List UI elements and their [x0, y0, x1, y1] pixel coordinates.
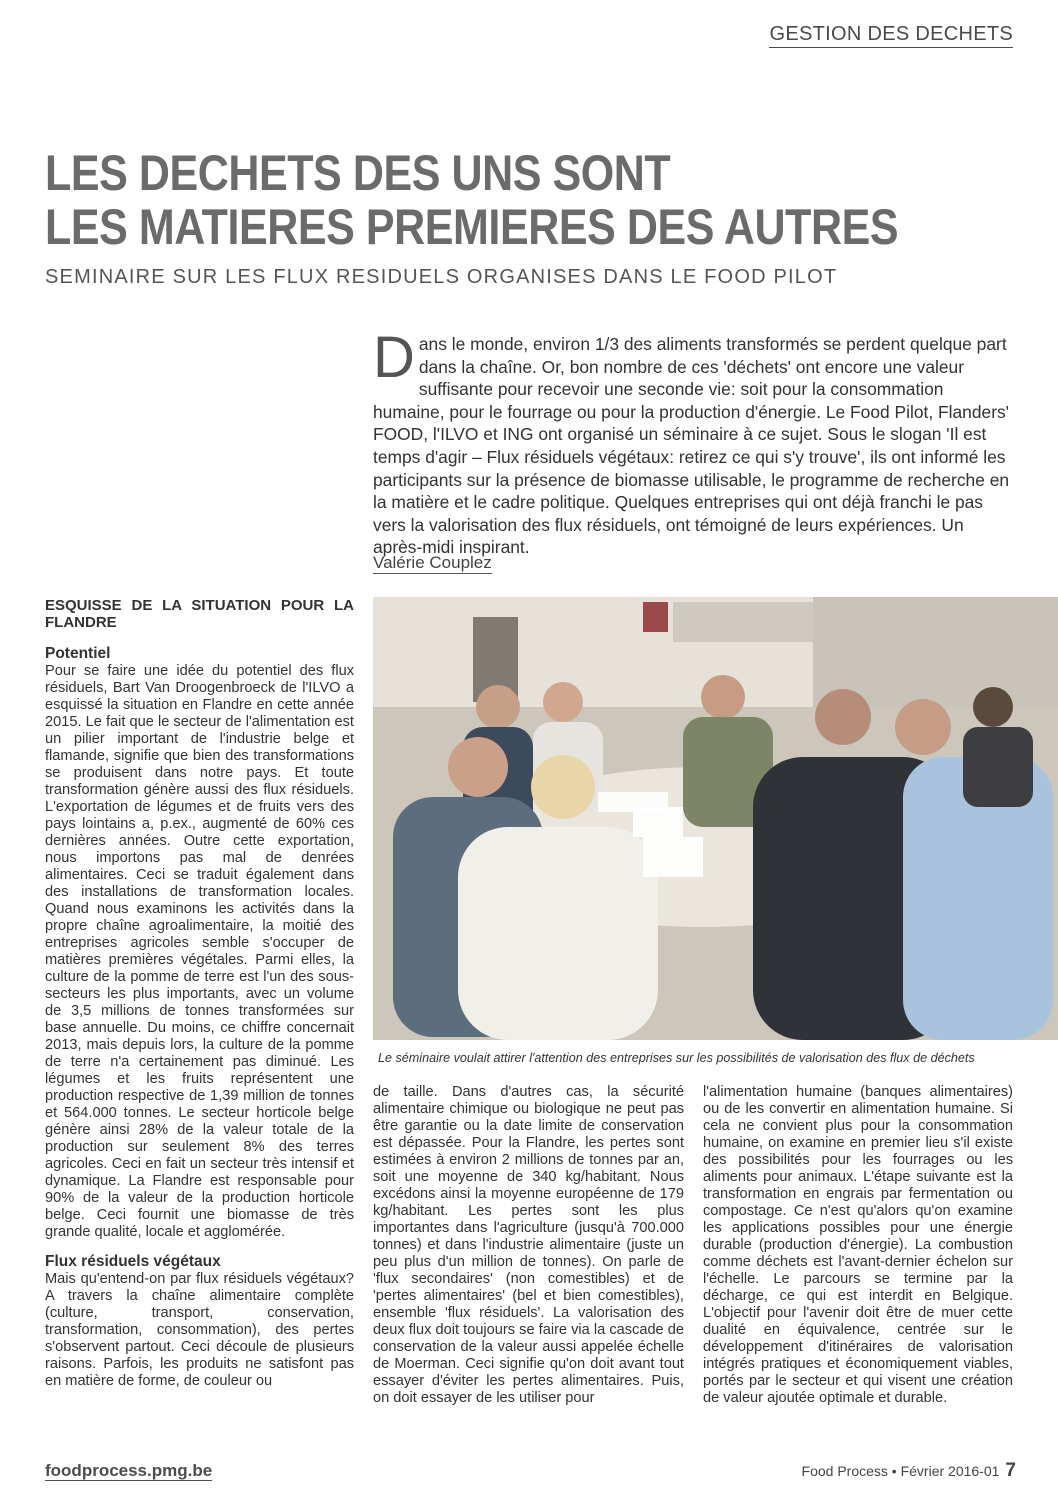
seminar-photo [373, 597, 1058, 1040]
paragraph-flux: Mais qu'entend-on par flux résiduels végétaux? A travers la chaîne alimentaire complète (culture, transport, conservation, transformation, consommation), des pertes s'observent partout. Ceci découle de plusieurs raisons. Parfois, les produits ne satisfont pas en matière de forme, de couleur ou [45, 1271, 354, 1389]
paragraph-potentiel: Pour se faire une idée du potentiel des flux résiduels, Bart Van Droogenbroeck de l'ILVO a esquissé la situation en Flandre en cette année 2015. Le fait que le secteur de l'alimentation est un pilier important de l'industrie belge et flamande, signifie que bien des transformations se produisent dans notre pays. Et toute transformation génère aussi des flux résiduels. L'exportation de légumes et de fruits vers des pays lointains a, p.ex., augmenté de 60% ces dernières années. Outre cette exportation, nous importons pas mal de denrées alimentaires. Ceci se traduit également dans des installations de transformation locales. Quand nous examinons les activités dans la propre chaîne agroalimentaire, la moitié des entreprises agricoles semble s'occuper de matières premières végétales. Parmi elles, la culture de la pomme de terre est l'un des sous-secteurs les plus importants, avec un volume de 3,5 millions de tonnes transformées sur base annuelle. Du moins, ce chiffre concernait 2013, mais depuis lors, la culture de la pomme de terre n'a certainement pas diminué. Les légumes et les fruits représentent une production respective de 1,39 million de tonnes et 564.000 tonnes. Le secteur horticole belge génère ainsi 28% de la valeur totale de la production sur seulement 8% des terres agricoles. Ceci en fait un secteur très intensif et dynamique. La Flandre est responsable pour 90% de la valeur de la production horticole belge. Ceci fournit une biomasse de très grande qualité, locale et agglomérée. [45, 663, 354, 1240]
page-number: 7 [1005, 1460, 1016, 1481]
intro-paragraph [373, 325, 1013, 559]
author-byline: Valérie Couplez [373, 553, 492, 572]
paragraph-col3: l'alimentation humaine (banques alimentaires) ou de les convertir en alimentation humaine. Si cela ne convient plus pour la consommation humaine, on examine en premier lieu s'il existe des possibilités pour les fourrages ou les aliments pour animaux. L'étape suivante est la transformation en engrais par fermentation ou compostage. Ce n'est qu'alors qu'on examine les applications possibles pour une énergie durable (production d'énergie). La combustion comme déchets est l'avant-dernier échelon sur l'échelle. Le parcours se termine par la décharge, ce qui est interdit en Belgique. L'objectif pour l'avenir doit être de muer cette dualité en équivalence, centrée sur le développement d'itinéraires de valorisation intégrés pratiques et économiquement viables, portés par le secteur et qui visent une création de valeur ajoutée optimale et durable. [703, 1084, 1013, 1406]
subtitle: SEMINAIRE SUR LES FLUX RESIDUELS ORGANISES DANS LE FOOD PILOT [45, 266, 838, 288]
paragraph-col2: de taille. Dans d'autres cas, la sécurité alimentaire chimique ou biologique ne peut pas être garantie ou la date limite de conservation est dépassée. Pour la Flandre, les pertes sont estimées à environ 2 millions de tonnes par an, soit une moyenne de 340 kg/habitant. Nous excédons ainsi la moyenne européenne de 179 kg/habitant. Les pertes sont les plus importantes dans l'agriculture (jusqu'à 700.000 tonnes) et dans l'industrie alimentaire (juste un peu plus d'un million de tonnes). On parle de 'flux secondaires' (non comestibles) et de 'pertes alimentaires' (bel et bien comestibles), ensemble 'flux résiduels'. La valorisation des deux flux doit toujours se faire via la cascade de conservation de la valeur aussi appelée échelle de Moerman. Ceci signifie qu'on doit avant tout essayer d'éviter les pertes alimentaires. Puis, on doit essayer de les utiliser pour [373, 1084, 684, 1406]
title-line-2: LES MATIERES PREMIERES DES AUTRES [45, 199, 899, 255]
section-tag: GESTION DES DECHETS [769, 22, 1013, 48]
title-line-1: LES DECHETS DES UNS SONT [45, 145, 671, 201]
subheading-flux: Flux résiduels végétaux [45, 1253, 221, 1270]
photo-caption: Le séminaire voulait attirer l'attention des entreprises sur les possibilités de valorisation des flux de déchets [378, 1051, 975, 1065]
column-1 [45, 597, 354, 1390]
photo-illustration [373, 597, 1058, 1040]
column-3 [703, 1084, 1013, 1407]
subheading-potentiel: Potentiel [45, 645, 111, 662]
section-heading: ESQUISSE DE LA SITUATION POUR LA FLANDRE [45, 597, 354, 631]
footer-issue [802, 1460, 1016, 1482]
column-2 [373, 1084, 684, 1407]
footer-url[interactable]: foodprocess.pmg.be [45, 1461, 213, 1480]
issue-label: Food Process • Février 2016-01 [801, 1463, 1000, 1479]
intro-text: ans le monde, environ 1/3 des aliments transformés se perdent quelque part dans la chaîne. Or, bon nombre de ces 'déchets' ont encore une valeur suffisante pour recevoir une seconde vie: soit pour la consommation humaine, pour le fourrage ou pour la production d'énergie. Le Food Pilot, Flanders' FOOD, l'ILVO et ING ont organisé un séminaire à ce sujet. Sous le slogan 'Il est temps d'agir – Flux résiduels végétaux: retirez ce qui s'y trouve', ils ont informé les participants sur la présence de biomasse utilisable, le programme de recherche en la matière et le cadre politique. Quelques entreprises qui ont déjà franchi le pas vers la valorisation des flux résiduels, ont témoigné de leurs expériences. Un après-midi inspirant. [373, 334, 1010, 558]
dropcap: D [373, 325, 415, 390]
page-title [45, 146, 1025, 254]
